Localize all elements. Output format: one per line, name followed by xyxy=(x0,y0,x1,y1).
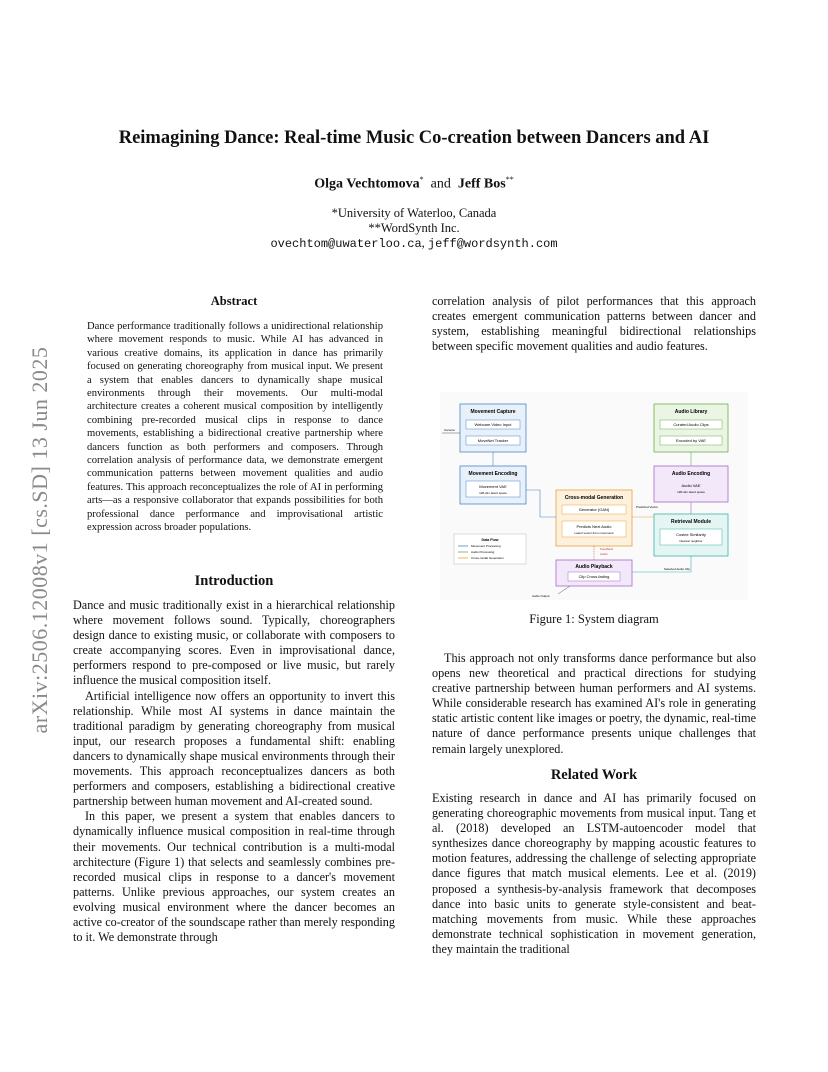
intro-paragraph-1: Dance and music traditionally exist in a hierarchical relationship where movement follows sound. Typically, choreographers design dance to existing music, or collaborate with composers to create accompanying scores. Even in improvisational dance, performers respond to pre-composed or live music, but rarely influence the musical composition itself. xyxy=(73,598,395,688)
feedback-label: Feedback xyxy=(600,547,614,551)
related-work-heading: Related Work xyxy=(550,767,638,783)
author-2: Jeff Bos xyxy=(457,176,506,192)
movenet-label: MoveNet Tracker xyxy=(477,438,509,443)
audio-encoding-label: Audio Encoding xyxy=(671,471,711,477)
paper-title: Reimagining Dance: Real-time Music Co-creation between Dancers and AI xyxy=(118,128,710,148)
email-2[interactable]: jeff@wordsynth.com xyxy=(427,237,558,251)
introduction-heading: Introduction xyxy=(194,573,274,589)
intro-paragraph-3: In this paper, we present a system that enables dancers to dynamically influence musical composition in real-time through their movements. Our technical contribution is a multi-modal architecture (Figure 1) that selects and seamlessly combines pre-recorded musical clips in response to a dancer's movement patterns. Unlike previous approaches, our system creates an evolving musical environment where the dancer becomes an active co-creator of the soundscape rather than merely responding to it. We demonstrate through xyxy=(73,809,395,945)
right-column-paragraph xyxy=(432,651,756,757)
selected-clip-label: Selected Audio Clip xyxy=(664,567,691,571)
predicts-sub: Latent vector from movement xyxy=(574,531,614,535)
predicted-vector-label: Predicted Vector xyxy=(636,505,659,509)
audio-output-label: Audio Output xyxy=(532,594,550,598)
legend-item-1: Movement Processing xyxy=(471,544,501,548)
right-mid-text: This approach not only transforms dance performance but also opens new theoretical and practical directions for studying creative partnership between human performers and AI systems. While considerable research has examined AI's role in generating static artistic content like images or poetry, the dynamic, real-time nature of dance performance presents unique challenges that remain largely unexplored. xyxy=(432,651,756,756)
playback-loop-label: Audio xyxy=(600,552,608,556)
audio-playback-label: Audio Playback xyxy=(575,564,613,570)
legend-item-2: Audio Processing xyxy=(471,550,495,554)
related-work-body: Existing research in dance and AI has primarily focused on generating choreographic movements from musical input. Tang et al. (2018) developed an LSTM-autoencoder model that synthesizes dance choreography by mapping acoustic features to motion features, addressing the challenge of selecting appropriate dance figures that match musical elements. Lee et al. (2019) proposed a synthesis-by-analysis framework that decomposes dance into basic units to generate style-consistent and beat-matching movements from music. While these approaches demonstrate technical sophistication in movement generation, they maintain the traditional xyxy=(432,791,756,956)
cosine-label: Cosine Similarity xyxy=(676,532,706,537)
movement-vae-sub: 128-dim latent space xyxy=(479,491,507,495)
figure-caption: Figure 1: System diagram xyxy=(529,612,659,626)
email-separator: , xyxy=(421,236,428,250)
abstract-text: Dance performance traditionally follows a unidirectional relationship where movement responds to music. While AI has advanced in various creative domains, its application in dance has primarily focused on generating choreography from musical input. We present a system that enables dancers to dynamically shape musical environments through their movements. Our multi-modal architecture creates a coherent musical composition by intelligently combining pre-recorded musical clips in response to dance movements, establishing a bidirectional creative partnership where dancers function as both performers and composers. Through correlation analysis of performance data, we demonstrate emergent communication patterns between movement qualities and audio features. This approach reconceptualizes the role of AI in performing arts—as a responsive collaborator that expands possibilities for both professional dance performance and improvisational artistic expression across broader populations. xyxy=(87,321,383,534)
cosine-sub: Nearest neighbor xyxy=(679,539,703,543)
authors xyxy=(0,175,828,193)
movement-vae-label: Movement VAE xyxy=(479,484,507,489)
retrieval-label: Retrieval Module xyxy=(670,519,712,525)
right-column-continuation: correlation analysis of pilot performances that this approach creates emergent communication patterns between dancer and system, establishing meaningful bidirectional relationships between specific movement qualities and audio features. xyxy=(432,294,756,354)
movement-capture-label: Movement Capture xyxy=(470,409,516,415)
affiliations xyxy=(0,206,828,252)
audio-vae-label: Audio VAE xyxy=(681,483,701,488)
legend-item-3: Cross-modal Generation xyxy=(471,556,504,560)
author-1-marker: * xyxy=(419,175,424,184)
affiliation-2: **WordSynth Inc. xyxy=(368,221,460,235)
introduction-body xyxy=(73,598,395,945)
audio-library-label: Audio Library xyxy=(674,409,708,415)
system-diagram xyxy=(440,392,748,600)
author-1: Olga Vechtomova xyxy=(314,176,420,192)
camera-label: Camera xyxy=(444,428,455,432)
affiliation-1: *University of Waterloo, Canada xyxy=(331,206,497,220)
predicts-label: Predicts Next Audio xyxy=(576,524,612,529)
audio-vae-sub: 128-dim latent space xyxy=(677,490,705,494)
email-1[interactable]: ovechtom@uwaterloo.ca xyxy=(270,237,422,251)
arxiv-identifier xyxy=(20,300,60,780)
abstract-heading: Abstract xyxy=(210,294,258,308)
author-2-marker: ** xyxy=(505,175,514,184)
legend-title: Data Flow xyxy=(481,538,499,542)
movement-encoding-label: Movement Encoding xyxy=(468,471,518,477)
webcam-label: Webcam Video Input xyxy=(474,422,512,427)
intro-paragraph-2: Artificial intelligence now offers an opportunity to invert this relationship. While most AI systems in dance maintain the traditional paradigm by generating choreography from musical input, our research proposes a fundamental shift: enabling dancers to dynamically shape musical environments through their movements. This approach reconceptualizes dancers as both performers and composers, establishing a bidirectional creative partnership between human movement and AI-created sound. xyxy=(73,688,395,809)
generator-label: Generator (GAN) xyxy=(578,507,610,512)
curated-label: Curated Audio Clips xyxy=(673,422,709,427)
crossfade-label: Clip Cross-fading xyxy=(578,574,610,579)
cross-modal-label: Cross-modal Generation xyxy=(564,495,624,501)
encoded-label: Encoded by VAE xyxy=(676,438,706,443)
authors-and: and xyxy=(430,176,451,192)
arxiv-id-text: arXiv:2506.12008v1 [cs.SD] 13 Jun 2025 xyxy=(27,346,52,734)
